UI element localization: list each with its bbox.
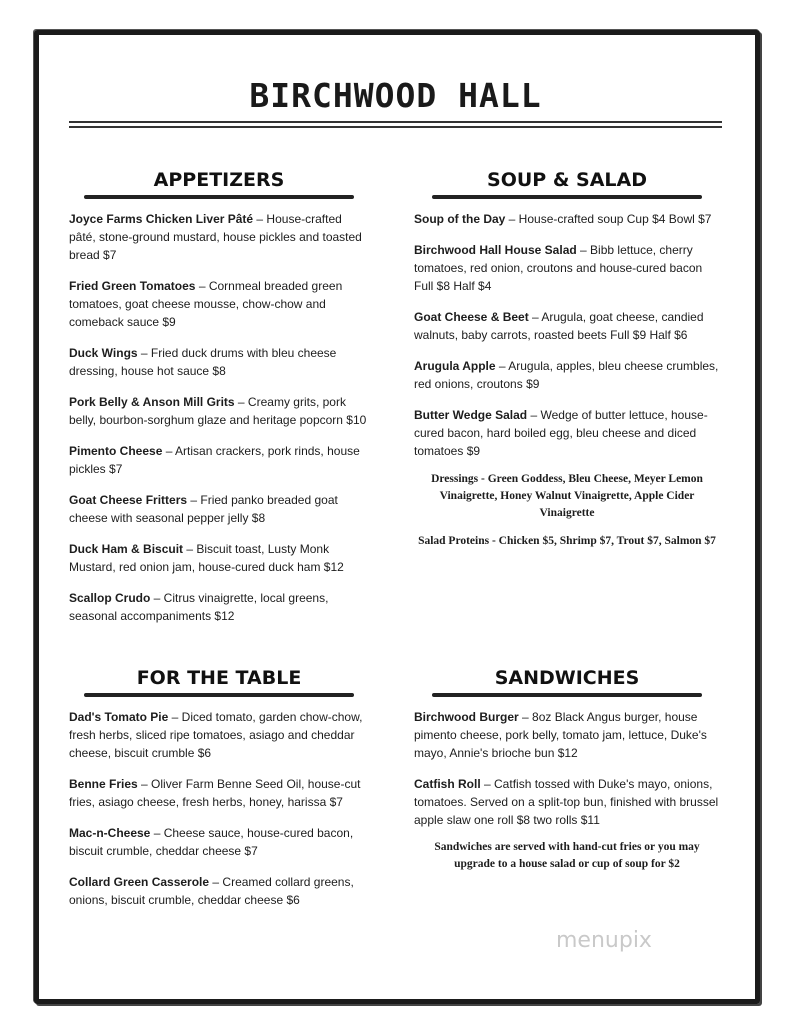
appetizers-underline	[84, 195, 354, 199]
soup-salad-heading: SOUP & SALAD	[487, 169, 647, 191]
menu-item: Duck Ham & Biscuit – Biscuit toast, Lusty Monk Mustard, red onion jam, house-cured duck ham $12	[69, 542, 344, 574]
sandwiches-underline	[432, 693, 702, 697]
restaurant-title: BIRCHWOOD HALL	[249, 76, 542, 115]
for-the-table-underline	[84, 693, 354, 697]
watermark-logo: menupix	[556, 928, 652, 953]
soup-salad-section	[414, 168, 720, 550]
menu-item: Birchwood Burger – 8oz Black Angus burger, house pimento cheese, pork belly, tomato jam, lettuce, Duke's mayo, Annie's brioche bun $12	[414, 710, 707, 760]
menu-item: Pimento Cheese – Artisan crackers, pork rinds, house pickles $7	[69, 444, 360, 476]
menu-item: Dad's Tomato Pie – Diced tomato, garden chow-chow, fresh herbs, sliced ripe tomatoes, asiago and cheddar cheese, biscuit crumble $6	[69, 710, 363, 760]
menu-item: Pork Belly & Anson Mill Grits – Creamy grits, pork belly, bourbon-sorghum glaze and heritage popcorn $10	[69, 395, 367, 427]
title-divider-bottom	[69, 126, 722, 128]
menu-item: Soup of the Day – House-crafted soup Cup $4 Bowl $7	[414, 212, 712, 226]
menu-item: Collard Green Casserole – Creamed collard greens, onions, biscuit crumble, cheddar cheese $6	[69, 875, 354, 907]
dressings-note: Dressings - Green Goddess, Bleu Cheese, Meyer Lemon Vinaigrette, Honey Walnut Vinaigrette, Apple Cider Vinaigrette	[431, 473, 703, 519]
for-the-table-section	[69, 666, 369, 922]
sandwiches-section	[414, 666, 720, 873]
menu-item: Goat Cheese Fritters – Fried panko breaded goat cheese with seasonal pepper jelly $8	[69, 493, 338, 525]
proteins-note: Salad Proteins - Chicken $5, Shrimp $7, Trout $7, Salmon $7	[418, 535, 716, 547]
sandwiches-note: Sandwiches are served with hand-cut fries or you may upgrade to a house salad or cup of soup for $2	[434, 841, 700, 870]
sandwiches-heading: SANDWICHES	[494, 667, 640, 689]
soup-salad-underline	[432, 195, 702, 199]
appetizers-section	[69, 168, 369, 638]
menu-item: Duck Wings – Fried duck drums with bleu cheese dressing, house hot sauce $8	[69, 346, 337, 378]
for-the-table-heading: FOR THE TABLE	[136, 667, 302, 689]
menu-item: Benne Fries – Oliver Farm Benne Seed Oil, house-cut fries, asiago cheese, fresh herbs, honey, harissa $7	[69, 777, 361, 809]
menu-item: Goat Cheese & Beet – Arugula, goat cheese, candied walnuts, baby carrots, roasted beets Full $9 Half $6	[414, 310, 704, 342]
menu-item: Joyce Farms Chicken Liver Pâté – House-crafted pâté, stone-ground mustard, house pickles and toasted bread $7	[69, 212, 362, 262]
menu-item: Scallop Crudo – Citrus vinaigrette, local greens, seasonal accompaniments $12	[69, 591, 329, 623]
menu-item: Mac-n-Cheese – Cheese sauce, house-cured bacon, biscuit crumble, cheddar cheese $7	[69, 826, 354, 858]
appetizers-heading: APPETIZERS	[153, 169, 285, 191]
menu-item: Fried Green Tomatoes – Cornmeal breaded green tomatoes, goat cheese mousse, chow-chow and comeback sauce $9	[69, 279, 343, 329]
menu-item: Butter Wedge Salad – Wedge of butter lettuce, house-cured bacon, hard boiled egg, bleu cheese and diced tomatoes $9	[414, 408, 708, 458]
menu-item: Catfish Roll – Catfish tossed with Duke's mayo, onions, tomatoes. Served on a split-top bun, finished with brussel apple slaw one roll $8 two rolls $11	[414, 777, 719, 827]
title-divider-top	[69, 121, 722, 123]
menu-item: Birchwood Hall House Salad – Bibb lettuce, cherry tomatoes, red onion, croutons and house-cured bacon Full $8 Half $4	[414, 243, 703, 293]
menu-item: Arugula Apple – Arugula, apples, bleu cheese crumbles, red onions, croutons $9	[414, 359, 719, 391]
